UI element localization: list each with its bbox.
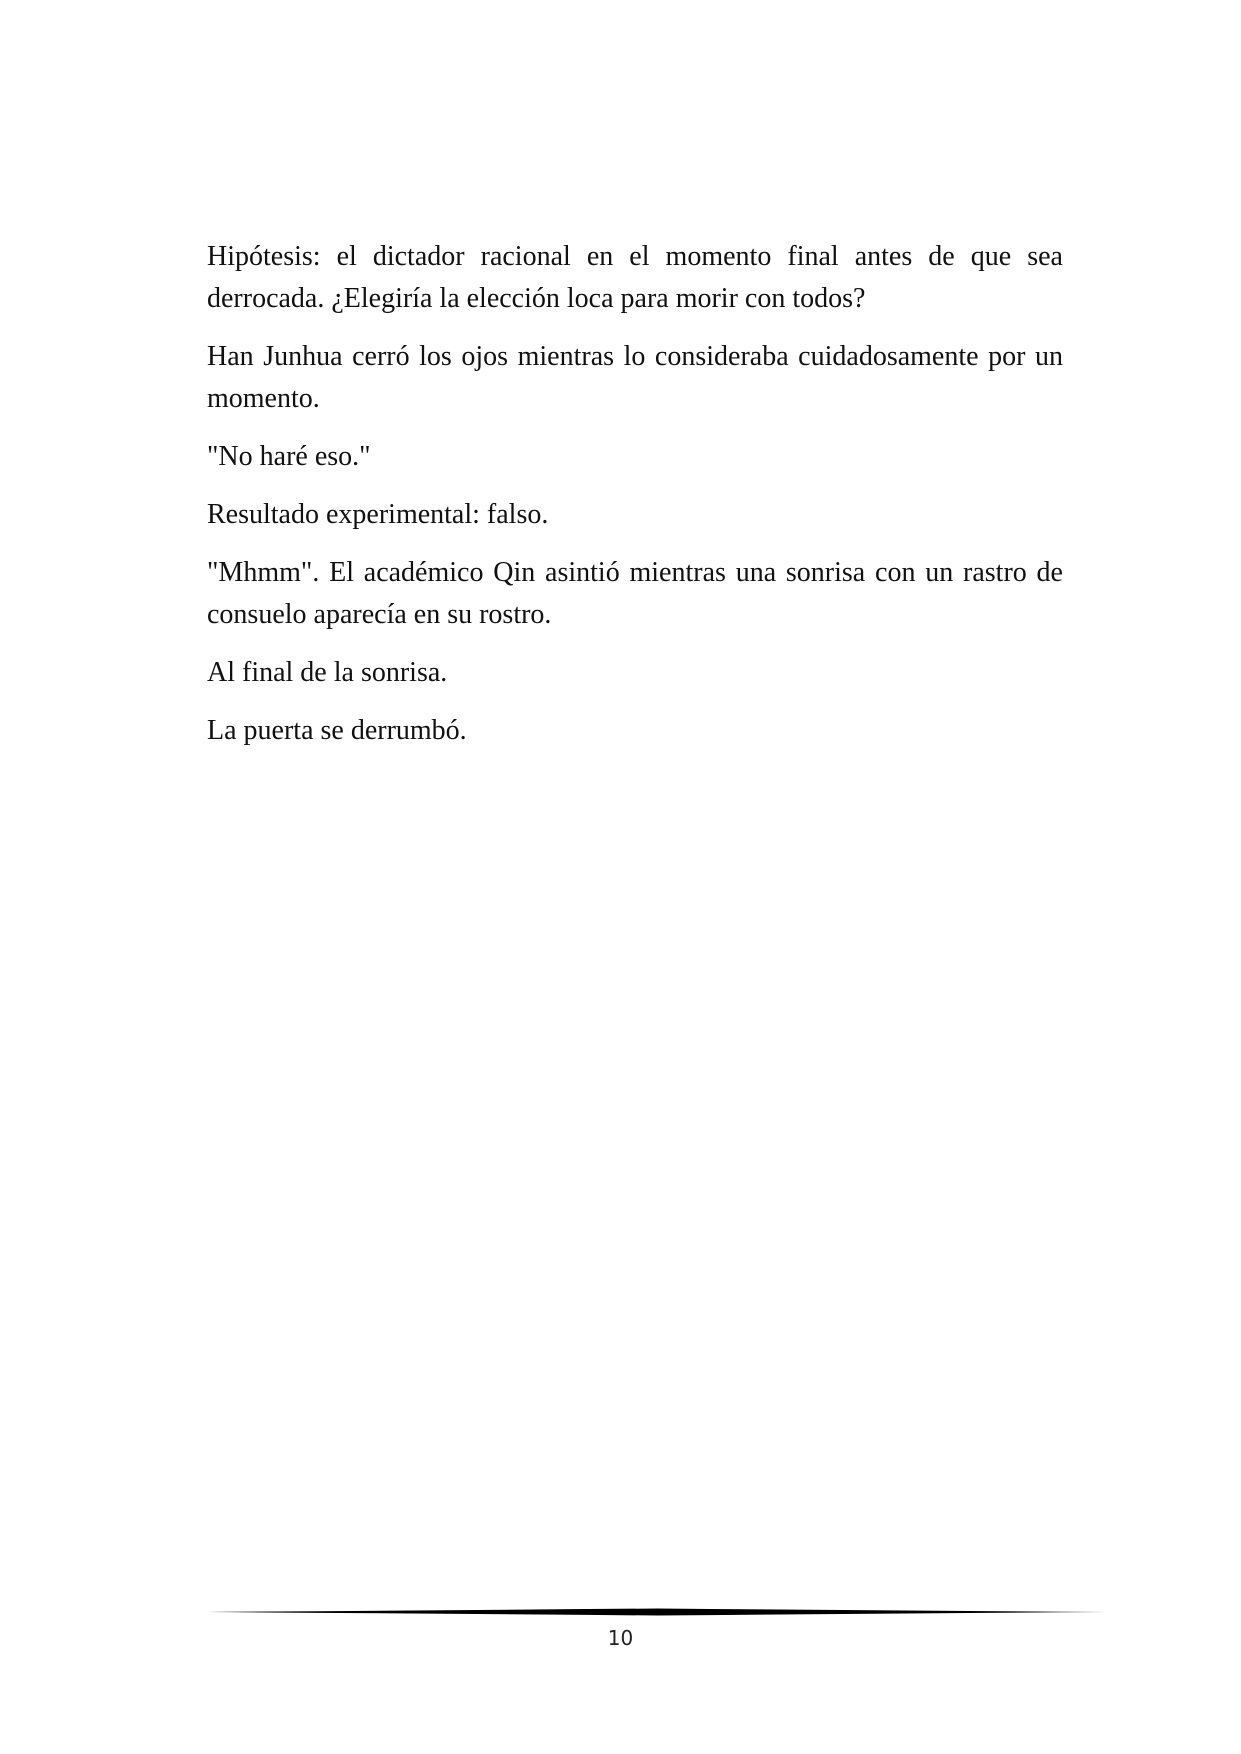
footer-divider-shape <box>207 1609 1107 1616</box>
footer-divider <box>207 1605 1107 1619</box>
paragraph-result: Resultado experimental: falso. <box>207 499 549 530</box>
page-number: 10 <box>607 1626 634 1650</box>
paragraph-mhmm: "Mhmm". El académico Qin asintió mientras una sonrisa con un rastro de consuelo aparecía en su rostro. <box>207 557 1063 630</box>
paragraph-door: La puerta se derrumbó. <box>207 715 467 746</box>
paragraph-dialogue-no: "No haré eso." <box>207 441 371 472</box>
paragraph-han-junhua: Han Junhua cerró los ojos mientras lo consideraba cuidadosamente por un momento. <box>207 341 1063 414</box>
paragraph-smile-end: Al final de la sonrisa. <box>207 657 448 688</box>
paragraph-hypothesis: Hipótesis: el dictador racional en el momento final antes de que sea derrocada. ¿Elegiría la elección loca para morir con todos? <box>207 241 1063 314</box>
page-body <box>207 236 1063 768</box>
